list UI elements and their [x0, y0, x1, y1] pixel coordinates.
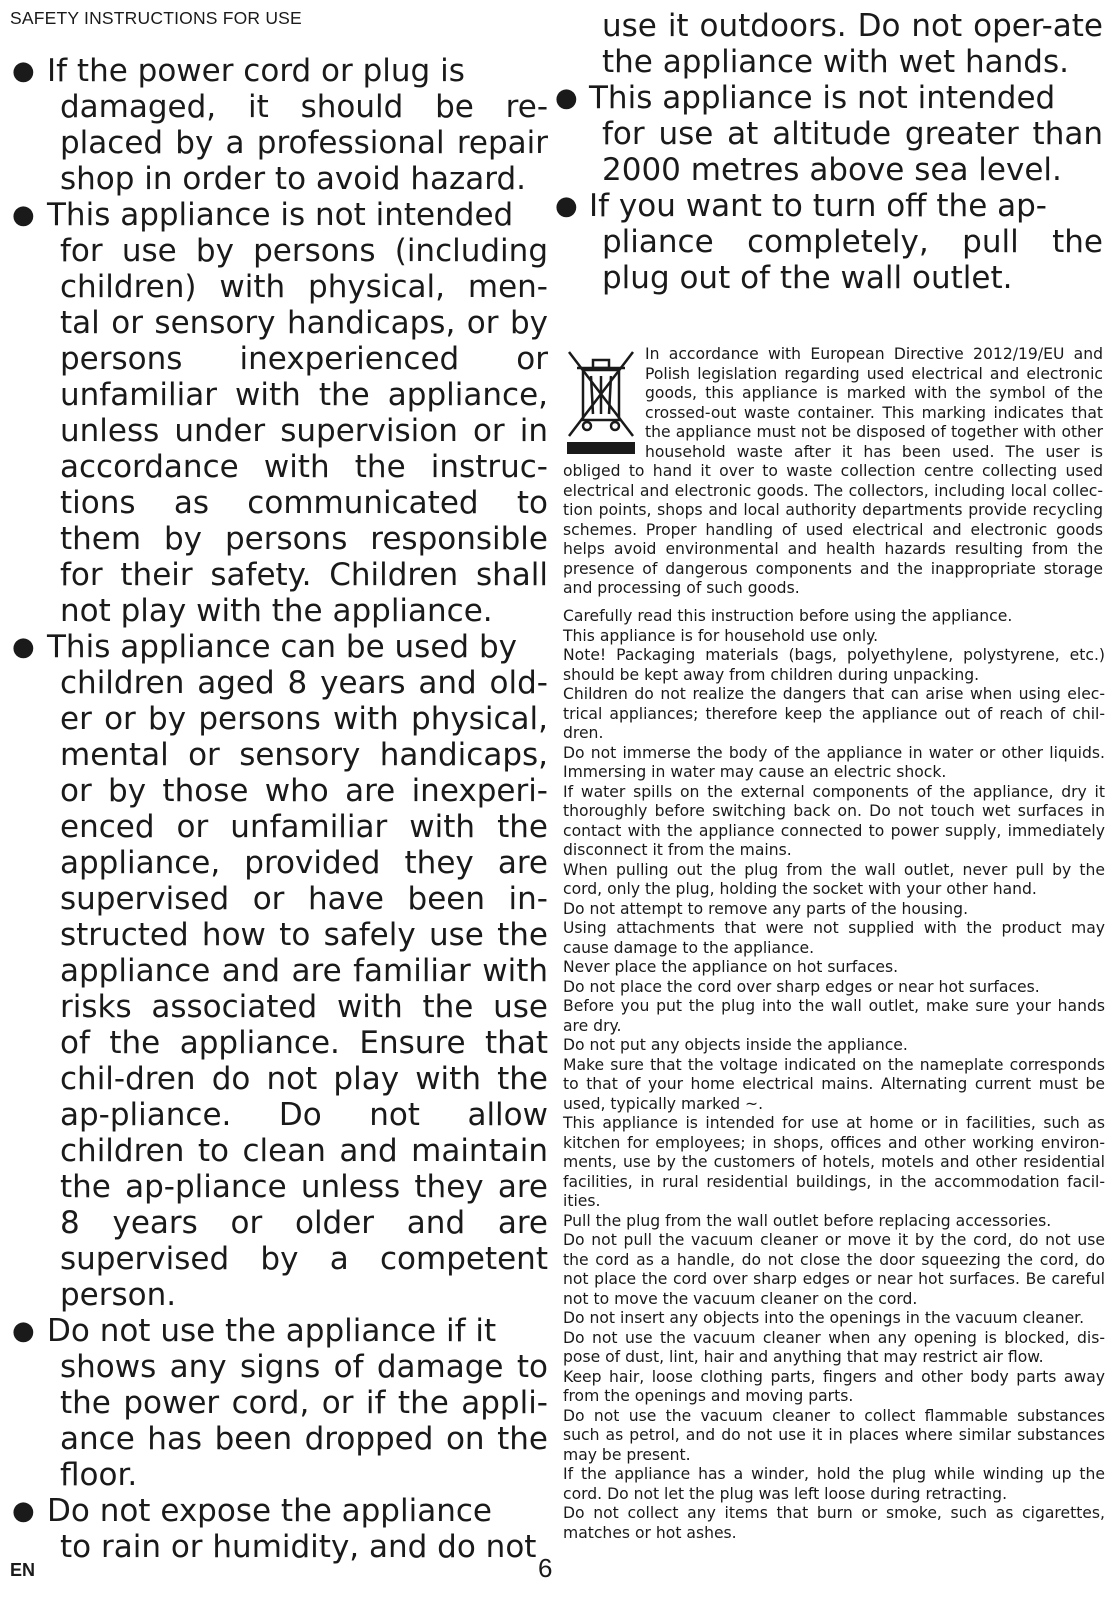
left-bullet-list — [8, 53, 548, 1565]
note-paragraph: Children do not realize the dangers that can arise when using elec-trical appliances; therefore keep the appliance out of reach of chil-dren. — [563, 685, 1105, 742]
bullet-dot-icon: ● — [12, 1496, 35, 1526]
note-paragraph: Before you put the plug into the wall outlet, make sure your hands are dry. — [563, 997, 1105, 1035]
weee-text: In accordance with European Directive 2012/19/EU and Polish legislation regarding used electrical and electronic goods, this appliance is marked with the symbol of the crossed-out waste container. This marking indicates that the appliance must not be disposed of together with other household waste after it has been used. The user is obliged to hand it over to waste collection centre collecting used electrical and electronic goods. The collectors, including local collec-tion points, shops and local authority departments provide recycling schemes. Proper handling of used electrical and electronic goods helps avoid environmental and health hazards resulting from the presence of dangerous components and the inappropriate storage and processing of such goods. — [563, 345, 1103, 597]
bullet-dot-icon: ● — [12, 200, 35, 230]
note-paragraph: This appliance is for household use only. — [563, 626, 879, 645]
bullet-dot-icon: ● — [555, 191, 578, 221]
note-paragraph: Pull the plug from the wall outlet before replacing accessories. — [563, 1211, 1052, 1230]
page-number: 6 — [538, 1553, 553, 1583]
weee-notice — [563, 345, 1103, 599]
note-paragraph: Do not insert any objects into the openings in the vacuum cleaner. — [563, 1309, 1085, 1327]
bullet-text: damaged, it should be re-placed by a professional repair shop in order to avoid hazard. — [60, 89, 548, 197]
note-paragraph: If the appliance has a winder, hold the plug while winding up the cord. Do not let the plug was left loose during retracting. — [563, 1465, 1105, 1503]
left-column — [8, 53, 548, 1565]
continued-bullet-text: use it outdoors. Do not oper-ate the appliance with wet hands. — [602, 8, 1103, 80]
note-paragraph: Keep hair, loose clothing parts, fingers and other body parts away from the openings and moving parts. — [563, 1367, 1105, 1405]
note-paragraph: Do not attempt to remove any parts of the housing. — [563, 899, 969, 918]
bullet-item — [8, 629, 548, 1313]
safety-notes — [563, 607, 1105, 1543]
bullet-text: for use by persons (including children) with physical, men-tal or sensory handicaps, or by persons inexperienced or unfamiliar with the appliance, unless under supervision or in accordance with the instruc-tions as communicated to them by persons responsible for their safety. Children shall not play with the appliance. — [60, 233, 548, 629]
note-paragraph: If water spills on the external components of the appliance, dry it thoroughly before switching back on. Do not touch wet surfaces in contact with the appliance connected to power supply, immediately disconnect it from the mains. — [563, 782, 1105, 859]
bullet-first-line: Do not expose the appliance — [47, 1493, 492, 1529]
note-paragraph: Note! Packaging materials (bags, polyethylene, polystyrene, etc.) should be kept away from children during unpacking. — [563, 646, 1105, 684]
note-paragraph: Using attachments that were not supplied with the product may cause damage to the appliance. — [563, 919, 1105, 957]
note-paragraph: Carefully read this instruction before using the appliance. — [563, 607, 1013, 625]
note-paragraph: Make sure that the voltage indicated on the nameplate corresponds to that of your home electrical mains. Alternating current must be used, typically marked ~. — [563, 1055, 1105, 1113]
bullet-first-line: If you want to turn off the ap- — [589, 188, 1047, 224]
bullet-item — [8, 197, 548, 629]
page-header-title: SAFETY INSTRUCTIONS FOR USE — [10, 8, 302, 28]
bullet-dot-icon: ● — [12, 632, 35, 662]
note-paragraph: Do not pull the vacuum cleaner or move it by the cord, do not use the cord as a handle, do not close the door squeezing the cord, do not place the cord over sharp edges or near hot surfaces. Be careful not to move the vacuum cleaner on the cord. — [563, 1231, 1105, 1308]
bullet-item — [555, 188, 1103, 296]
note-paragraph: Do not use the vacuum cleaner when any opening is blocked, dis-pose of dust, lint, hair and anything that may restrict air flow. — [563, 1328, 1105, 1366]
bullet-first-line: Do not use the appliance if it — [47, 1313, 497, 1349]
bullet-item — [8, 53, 548, 197]
bullet-item — [8, 1493, 548, 1565]
bullet-text: pliance completely, pull the plug out of the wall outlet. — [602, 224, 1103, 296]
bullet-dot-icon: ● — [12, 56, 35, 86]
bullet-item — [8, 1313, 548, 1493]
bullet-dot-icon: ● — [555, 83, 578, 113]
language-code: EN — [10, 1560, 36, 1580]
bullet-text: for use at altitude greater than 2000 metres above sea level. — [602, 116, 1103, 188]
right-column-top — [555, 8, 1103, 296]
note-paragraph: Never place the appliance on hot surfaces. — [563, 958, 899, 976]
note-paragraph: Do not put any objects inside the appliance. — [563, 1036, 908, 1054]
bullet-text: to rain or humidity, and do not — [60, 1529, 537, 1565]
bullet-text: shows any signs of damage to the power cord, or if the appli-ance has been dropped on the floor. — [60, 1349, 548, 1493]
note-paragraph: Do not use the vacuum cleaner to collect flammable substances such as petrol, and do not use it in places where similar substances may be present. — [563, 1406, 1105, 1464]
bullet-item — [555, 80, 1103, 188]
note-paragraph: This appliance is intended for use at home or in facilities, such as kitchen for employees; in shops, offices and other working environ-ments, use by the customers of hotels, motels and other residential facilities, in rural residential buildings, in the accommodation facil-ities. — [563, 1114, 1105, 1210]
bullet-first-line: If the power cord or plug is — [47, 53, 465, 89]
note-paragraph: When pulling out the plug from the wall outlet, never pull by the cord, only the plug, holding the socket with your other hand. — [563, 860, 1105, 898]
right-bullet-list — [555, 80, 1103, 296]
crossed-out-bin-icon — [563, 348, 639, 456]
bullet-first-line: This appliance is not intended — [589, 80, 1056, 116]
bullet-first-line: This appliance can be used by — [47, 629, 517, 665]
bullet-dot-icon: ● — [12, 1316, 35, 1346]
bullet-first-line: This appliance is not intended — [47, 197, 514, 233]
note-paragraph: Do not place the cord over sharp edges or near hot surfaces. — [563, 977, 1040, 996]
note-paragraph: Do not collect any items that burn or smoke, such as cigarettes, matches or hot ashes. — [563, 1504, 1105, 1542]
bullet-text: children aged 8 years and old-er or by persons with physical, mental or sensory handicaps, or by those who are inexperi-enced or unfamiliar with the appliance, provided they are supervised or have been in-structed how to safely use the appliance and are familiar with risks associated with the use of the appliance. Ensure that chil-dren do not play with the ap-pliance. Do not allow children to clean and maintain the ap-pliance unless they are 8 years or older and are supervised by a competent person. — [60, 665, 548, 1313]
note-paragraph: Do not immerse the body of the appliance in water or other liquids. Immersing in water may cause an electric shock. — [563, 743, 1105, 781]
